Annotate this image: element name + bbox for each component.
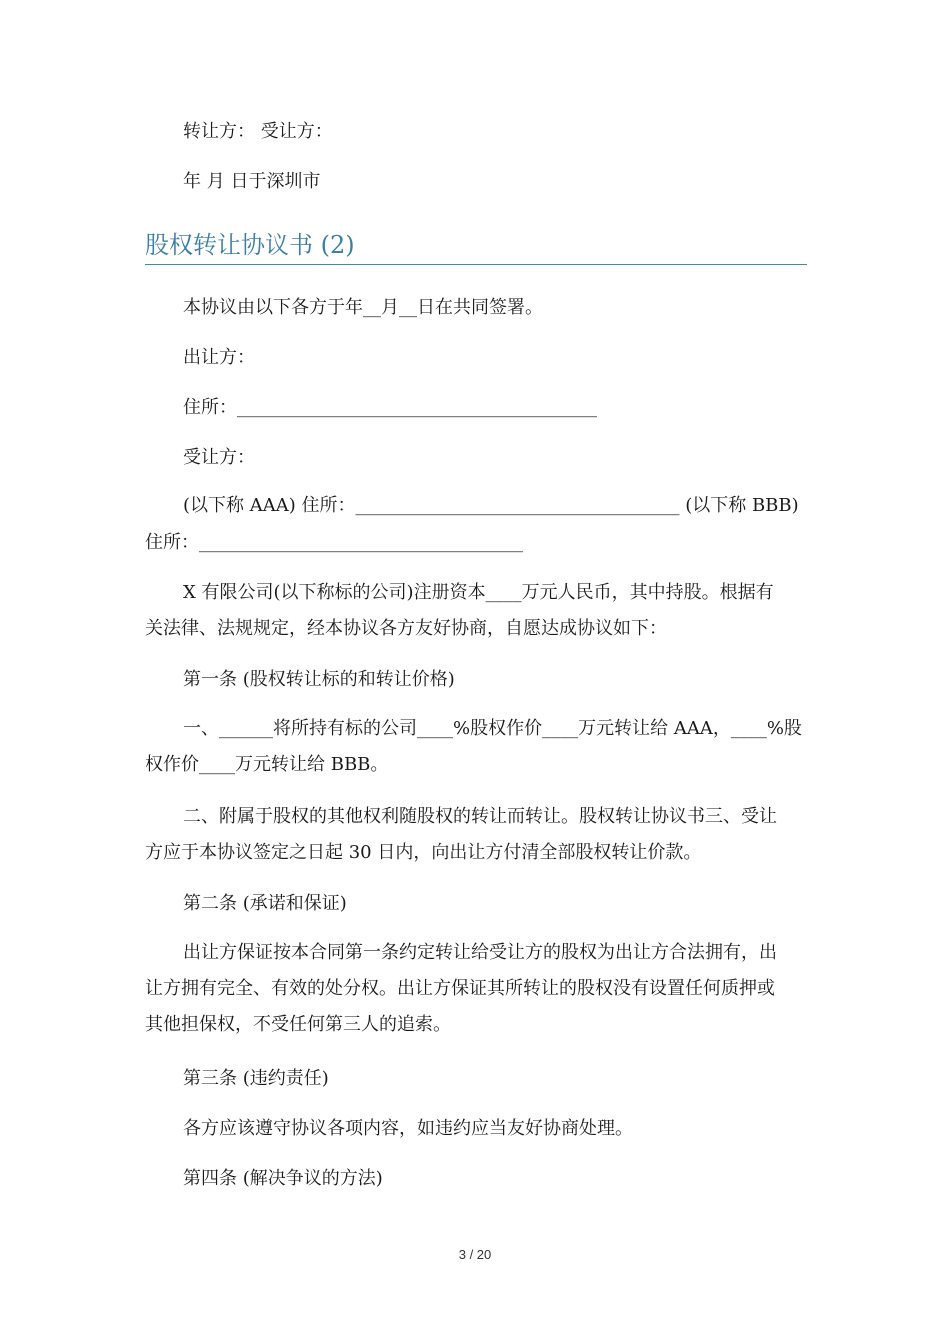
transferee-label: 受让方： xyxy=(183,447,255,468)
article-3-title: 第三条 (违约责任) xyxy=(183,1068,329,1089)
section-heading: 股权转让协议书 (2) xyxy=(145,226,807,265)
article-2-line-3: 其他担保权，不受任何第三人的追索。 xyxy=(145,1014,451,1035)
bbb-address-line: 住所：____________________________________ xyxy=(145,532,523,553)
company-paragraph xyxy=(145,575,807,647)
party-address-paragraph xyxy=(145,488,807,524)
article-4-title: 第四条 (解决争议的方法) xyxy=(183,1168,383,1189)
clause-1-line-2: 权作价____万元转让给 BBB。 xyxy=(145,754,389,775)
page-number: 3 / 20 xyxy=(458,1247,492,1262)
article-2-line-2: 让方拥有完全、有效的处分权。出让方保证其所转让的股权没有设置任何质押或 xyxy=(145,978,775,999)
article-3-line: 各方应该遵守协议各项内容，如违约应当友好协商处理。 xyxy=(183,1118,633,1139)
parties-line: 转让方： 受让方： xyxy=(183,121,333,142)
transferor-label: 出让方： xyxy=(183,347,255,368)
clause-2-line-1: 二、附属于股权的其他权利随股权的转让而转让。股权转让协议书三、受让 xyxy=(183,806,777,827)
transferor-address: 住所：________________________________________ xyxy=(183,397,597,418)
article-1-title: 第一条 (股权转让标的和转让价格) xyxy=(183,669,455,690)
article-2-title: 第二条 (承诺和保证) xyxy=(183,893,347,914)
article-1-clause-2 xyxy=(145,799,807,871)
company-line-1: X 有限公司(以下称标的公司)注册资本____万元人民币，其中持股。根据有 xyxy=(183,582,774,603)
company-line-2: 关法律、法规规定，经本协议各方友好协商，自愿达成协议如下： xyxy=(145,618,667,639)
date-line: 年 月 日于深圳市 xyxy=(183,171,321,192)
intro-line: 本协议由以下各方于年__月__日在共同签署。 xyxy=(183,297,543,318)
article-1-clause-1 xyxy=(145,711,807,783)
article-2-paragraph xyxy=(145,935,807,1043)
clause-1-line-1: 一、______将所持有标的公司____%股权作价____万元转让给 AAA，____%股 xyxy=(183,718,802,739)
aaa-address-line: (以下称 AAA) 住所：____________________________________ (以下称 BBB) xyxy=(183,495,799,516)
clause-2-line-2: 方应于本协议签定之日起 30 日内，向出让方付清全部股权转让价款。 xyxy=(145,842,702,863)
article-2-line-1: 出让方保证按本合同第一条约定转让给受让方的股权为出让方合法拥有，出 xyxy=(183,942,777,963)
